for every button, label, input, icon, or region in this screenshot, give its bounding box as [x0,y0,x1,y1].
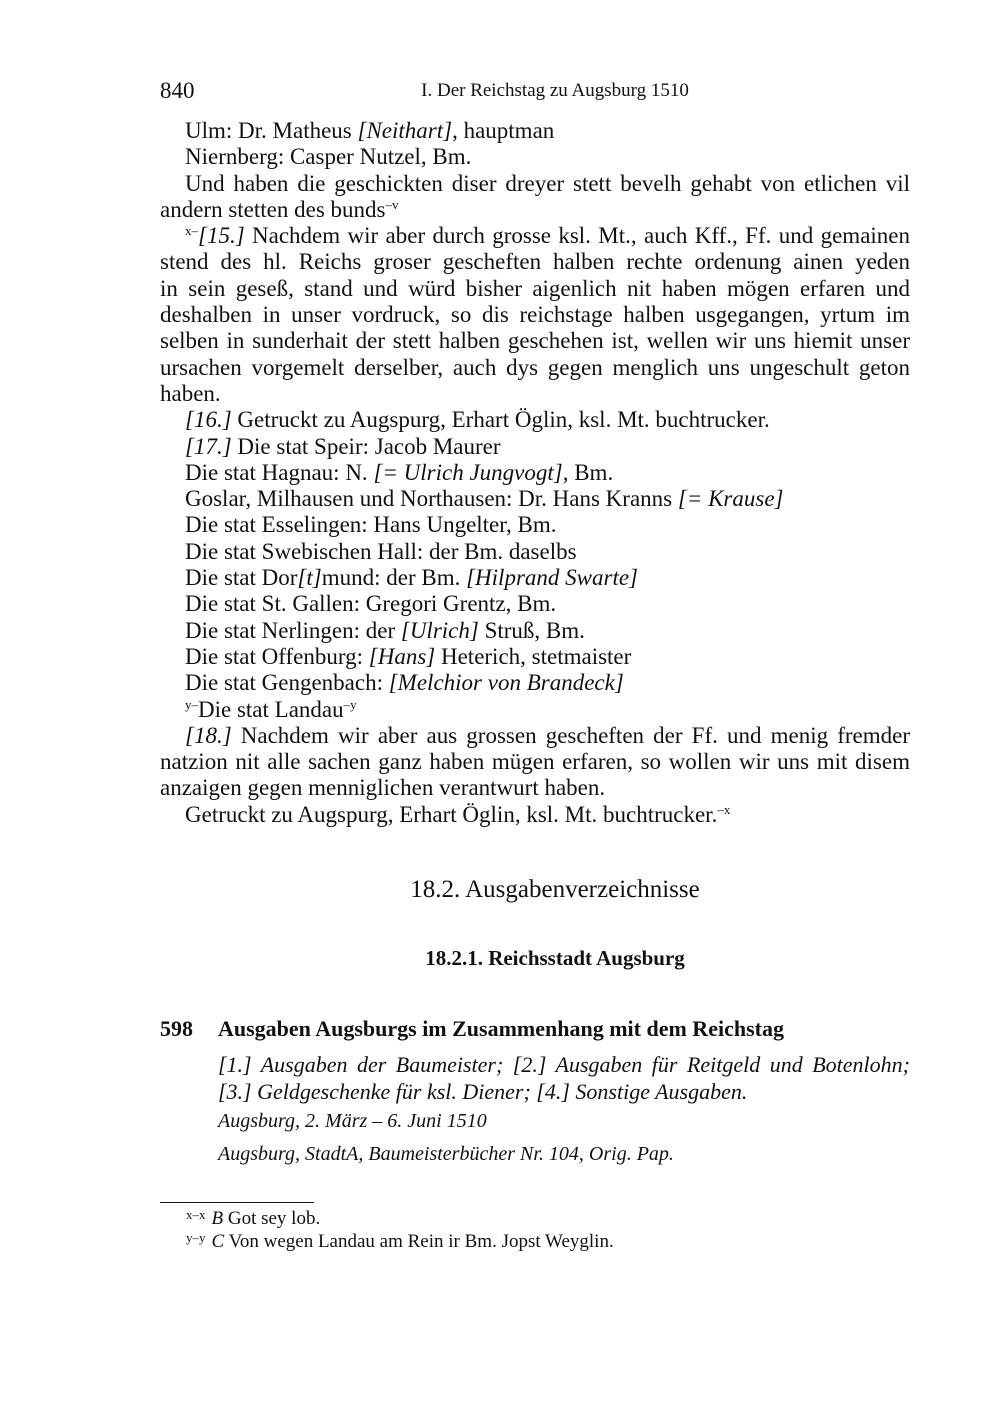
list-item: Die stat Dor[t]mund: der Bm. [Hilprand Swarte] [185,565,638,591]
footnote-rule [160,1202,314,1203]
paragraph-16: [16.] Getruckt zu Augspurg, Erhart Öglin, ksl. Mt. buchtrucker. [185,407,770,433]
footnote [186,1207,320,1230]
paragraph-18-line: Getruckt zu Augspurg, Erhart Öglin, ksl. Mt. buchtrucker.$^{-x}$ [185,801,731,827]
list-item: Goslar, Milhausen und Northausen: Dr. Hans Kranns [= Krause] [185,486,784,512]
apparatus-mark: y– [185,696,198,712]
paragraph-18-line: natzion nit alle sachen ganz haben mügen erfaren, so wollen wir uns mit disem [160,749,910,775]
list-item: $^{y-}$Die stat Landau$^{-y}$ [185,696,357,722]
running-title: I. Der Reichstag zu Augsburg 1510 [421,80,689,101]
text-line: Niernberg: Casper Nutzel, Bm. [185,144,472,170]
footnote-siglum: C [211,1231,225,1252]
paragraph-18-line: [18.] Nachdem wir aber aus grossen gescheften der Ff. und menig fremder [185,722,910,748]
list-item: Die stat Esselingen: Hans Ungelter, Bm. [185,512,557,538]
paragraph-number: [18.] [185,722,232,748]
paragraph-15-line: stend des hl. Reichs groser gescheften halben rechte ordenung ainen yeden [160,249,910,275]
paragraph-15-line: $^{x-}$[15.] Nachdem wir aber durch grosse ksl. Mt., auch Kff., Ff. und gemainen [185,223,910,249]
list-item: Die stat Swebischen Hall: der Bm. daselbs [185,538,577,564]
text-body [160,118,910,828]
footnote-text: Von wegen Landau am Rein ir Bm. Jopst Weyglin. [224,1231,614,1252]
paragraph-15-line: ursachen vorgemelt derselber, auch dys gegen menglich uns ungeschult geton [160,354,910,380]
paragraph-15-line: haben. [160,380,221,406]
paragraph-number: [16.] [185,407,232,433]
paragraph-18-line: anzaigen gegen menniglichen verantwurt haben. [160,775,606,801]
apparatus-mark: –v [385,196,399,212]
paragraph-number: [15.] [198,223,245,249]
apparatus-mark: x– [185,223,198,239]
footnote-text: Got sey lob. [223,1208,321,1229]
page-header [160,78,910,108]
document-source: Augsburg, StadtA, Baumeisterbücher Nr. 104, Orig. Pap. [218,1143,674,1165]
footnote-mark: y–y [186,1230,206,1245]
paragraph-15-line: deshalben in unser vordruck, so dis reichstage halben usgegangen, yrtum im [160,302,910,328]
paragraph-15-line: selben in sunderhait der stett halben geschehen ist, wellen wir uns hiemit unser [160,328,910,354]
paragraph-15-line: in sein geseß, stand und würd bisher aigenlich nit haben mögen erfaren und [160,275,910,301]
text-line: Und haben die geschickten diser dreyer stett bevelh gehabt von etlichen vil [185,170,910,196]
text-line: andern stetten des bunds$^{-v}$ [160,196,399,222]
subsection-heading: 18.2.1. Reichsstadt Augsburg [425,946,685,970]
list-item: Die stat Nerlingen: der [Ulrich] Struß, Bm. [185,617,585,643]
document-title: Ausgaben Augsburgs im Zusammenhang mit dem Reichstag [218,1016,784,1041]
text-line: Ulm: Dr. Matheus [Neithart], hauptman [185,118,555,143]
page-number: 840 [160,78,195,103]
list-item: Die stat Offenburg: [Hans] Heterich, stetmaister [185,643,632,669]
list-item: Die stat Gengenbach: [Melchior von Brandeck] [185,670,624,696]
list-item: Die stat Hagnau: N. [= Ulrich Jungvogt], Bm. [185,459,614,485]
apparatus-mark: –x [717,801,731,817]
apparatus-mark: –y [343,696,357,712]
paragraph-17: [17.] Die stat Speir: Jacob Maurer [185,433,501,459]
footnote [186,1230,614,1253]
footnote-mark: x–x [186,1207,206,1222]
document-number: 598 [160,1016,193,1041]
document-regest: [1.] Ausgaben der Baumeister; [2.] Ausgaben für Reitgeld und Botenlohn; [3.] Geldgeschenke für ksl. Diener; [4.] Sonstige Ausgaben. [218,1052,910,1104]
section-heading: 18.2. Ausgabenverzeichnisse [410,876,700,903]
paragraph-number: [17.] [185,433,232,459]
footnote-siglum: B [211,1208,224,1229]
document-date: Augsburg, 2. März – 6. Juni 1510 [218,1110,487,1132]
list-item: Die stat St. Gallen: Gregori Grentz, Bm. [185,591,557,617]
